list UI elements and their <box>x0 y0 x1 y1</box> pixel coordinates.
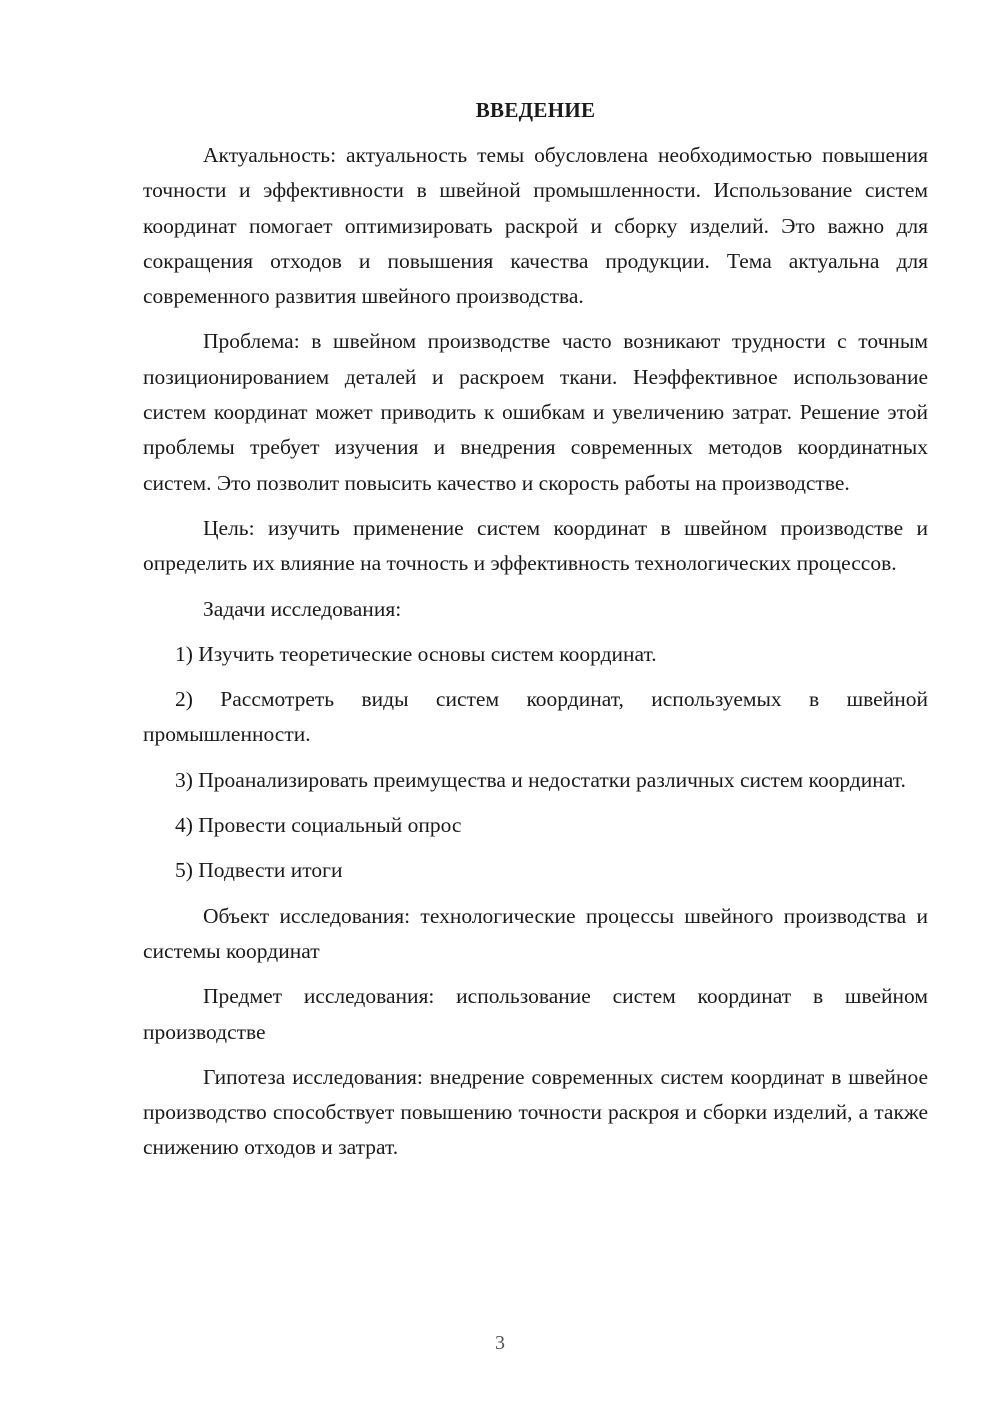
task-item-3: 3) Проанализировать преимущества и недостатки различных систем координат. <box>175 767 906 792</box>
paragraph-problem: Проблема: в швейном производстве часто возникают трудности с точным позиционированием деталей и раскроем ткани. Неэффективное использование систем координат может приводить к ошибкам и увеличению затрат. Решение этой проблемы требует изучения и внедрения современных методов координатных систем. Это позволит повысить качество и скорость работы на производстве. <box>143 329 928 495</box>
page-title: ВВЕДЕНИЕ <box>475 98 596 122</box>
paragraph-relevance: Актуальность: актуальность темы обусловлена необходимостью повышения точности и эффективности в швейной промышленности. Использование систем координат помогает оптимизировать раскрой и сборку изделий. Это важно для сокращения отходов и повышения качества продукции. Тема актуальна для современного развития швейного производства. <box>143 143 928 309</box>
paragraph-goal: Цель: изучить применение систем координат в швейном производстве и определить их влияние на точность и эффективность технологических процессов. <box>143 515 928 576</box>
task-item-5: 5) Подвести итоги <box>175 858 343 883</box>
task-item-4: 4) Провести социальный опрос <box>175 813 462 838</box>
document-page <box>143 92 928 1166</box>
task-item-1: 1) Изучить теоретические основы систем координат. <box>175 641 657 666</box>
paragraph-hypothesis: Гипотеза исследования: внедрение современных систем координат в швейное производство способствует повышению точности раскроя и сборки изделий, а также снижению отходов и затрат. <box>143 1064 928 1160</box>
paragraph-object: Объект исследования: технологические процессы швейного производства и системы координат <box>143 903 928 963</box>
paragraph-subject: Предмет исследования: использование систем координат в швейном производстве <box>143 984 928 1044</box>
task-item-2: 2) Рассмотреть виды систем координат, используемых в швейной промышленности. <box>143 687 928 747</box>
tasks-title: Задачи исследования: <box>203 596 402 621</box>
page-number: 3 <box>495 1332 505 1354</box>
